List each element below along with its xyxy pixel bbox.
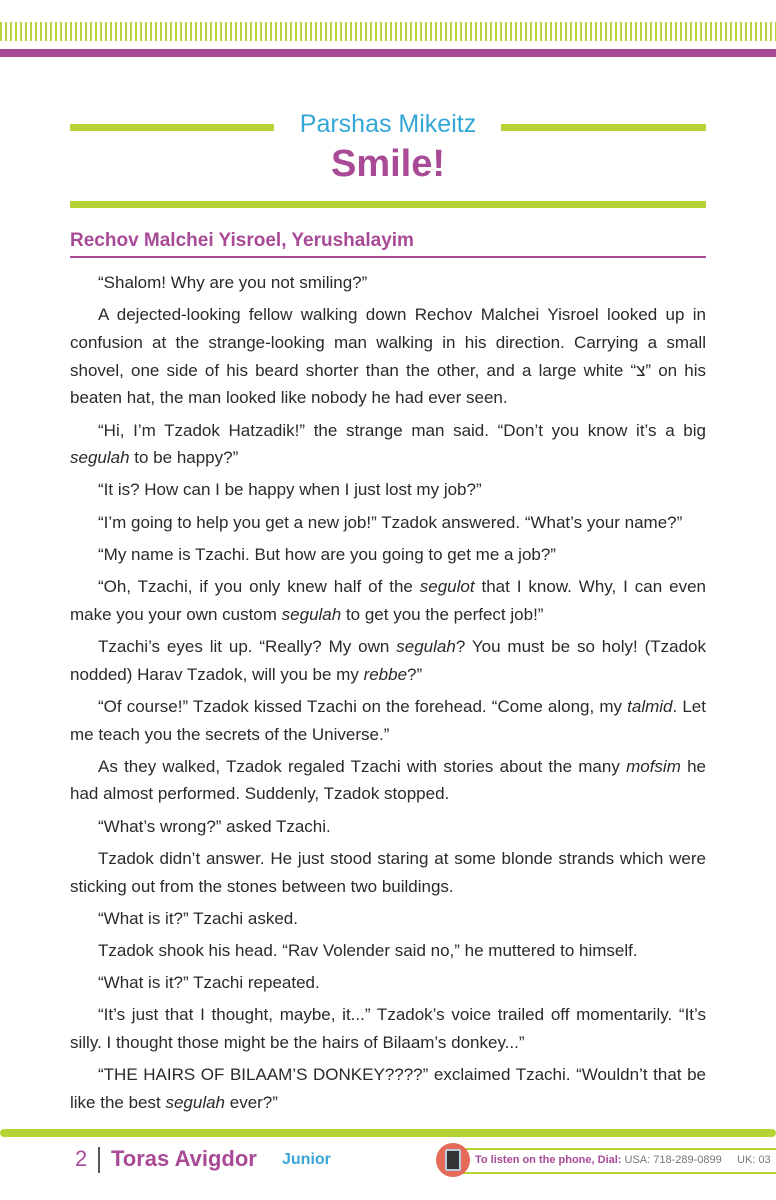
text-run: “Oh, Tzachi, if you only knew half of the <box>98 577 420 597</box>
top-purple-bar <box>0 49 776 57</box>
parsha-name: Parshas Mikeitz <box>299 110 477 138</box>
text-run: “I’m going to help you get a new job!” Tzadok answered. “What’s your name?” <box>98 512 683 532</box>
italic-term: segulah <box>281 604 342 624</box>
story-paragraph <box>70 476 706 504</box>
italic-term: segulot <box>419 577 475 597</box>
story-paragraph <box>70 301 706 412</box>
italic-term: segulah <box>396 636 456 656</box>
story-paragraph <box>70 1061 706 1116</box>
text-run: “What is it?” Tzachi asked. <box>98 908 298 928</box>
text-run: to be happy?” <box>129 448 239 468</box>
text-run: “Hi, I’m Tzadok Hatzadik!” the strange man said. “Don’t you know it’s a big <box>98 420 706 440</box>
phone-usa: USA: 718-289-0899 <box>624 1154 722 1166</box>
italic-term: segulah <box>165 1092 226 1112</box>
story-paragraph <box>70 905 706 933</box>
text-run: to get you the perfect job!” <box>341 604 544 624</box>
bottom-green-bar <box>0 1129 776 1137</box>
italic-term: rebbe <box>363 664 408 684</box>
text-run: “It’s just that I thought, maybe, it...” Tzadok’s voice trailed off momentarily. “It’s silly. I thought those might be the hairs of Bilaam’s donkey...” <box>70 1005 706 1053</box>
brand-logo-sub: Junior <box>282 1151 331 1168</box>
italic-term: mofsim <box>626 756 681 776</box>
text-run: “What’s wrong?” asked Tzachi. <box>98 816 331 836</box>
story-paragraph <box>70 573 706 628</box>
phone-info <box>475 1154 771 1166</box>
story-paragraph <box>70 541 706 569</box>
text-run: ever?” <box>225 1092 278 1112</box>
text-run: . Let me teach you the secrets of the Universe.” <box>70 696 706 744</box>
story-paragraph <box>70 969 706 997</box>
brand-logo: Toras Avigdor <box>111 1146 257 1171</box>
story-paragraph <box>70 509 706 537</box>
text-run: ? You must be so holy! (Tzadok nodded) Harav Tzadok, will you be my <box>70 636 706 684</box>
text-run: “Shalom! Why are you not smiling?” <box>98 273 368 292</box>
text-run: “Of course!” Tzadok kissed Tzachi on the forehead. “Come along, my <box>98 696 628 716</box>
location-underline <box>70 256 706 258</box>
title-rule-bottom <box>70 201 706 208</box>
text-run: that I know. Why, I can even make you your own custom <box>70 577 706 624</box>
text-run: Tzadok shook his head. “Rav Volender said no,” he muttered to himself. <box>98 940 638 960</box>
story-paragraph <box>70 417 706 472</box>
story-paragraph <box>70 813 706 841</box>
story-paragraph <box>70 1001 706 1056</box>
text-run: he had almost performed. Suddenly, Tzadok stopped. <box>70 756 706 804</box>
location-heading: Rechov Malchei Yisroel, Yerushalayim <box>70 230 414 251</box>
text-run: Tzachi’s eyes lit up. “Really? My own <box>98 636 397 656</box>
story-body <box>70 269 706 1121</box>
phone-label: To listen on the phone, Dial: <box>475 1154 622 1166</box>
story-paragraph <box>70 693 706 748</box>
page-number: 2 <box>75 1146 88 1171</box>
text-run: As they walked, Tzadok regaled Tzachi with stories about the many <box>98 756 627 776</box>
footer-separator <box>98 1147 100 1173</box>
story-title: Smile! <box>330 143 446 185</box>
text-run: ?” <box>407 664 423 684</box>
text-run: A dejected-looking fellow walking down Rechov Malchei Yisroel looked up in confusion at the strange-looking man walking in his direction. Carrying a small shovel, one side of his beard shorter than the other, and a large white “צ” on his beaten hat, the man looked like nobody he had ever seen. <box>70 305 707 408</box>
text-run: “My name is Tzachi. But how are you going to get me a job?” <box>98 544 556 564</box>
story-paragraph <box>70 269 706 297</box>
text-run: “It is? How can I be happy when I just lost my job?” <box>98 480 482 500</box>
italic-term: talmid <box>627 696 673 716</box>
story-paragraph <box>70 633 706 688</box>
story-paragraph <box>70 753 706 808</box>
text-run: “What is it?” Tzachi repeated. <box>98 973 320 993</box>
phone-icon <box>436 1143 470 1177</box>
text-run: Tzadok didn’t answer. He just stood staring at some blonde strands which were sticking out from the stones between two buildings. <box>70 848 706 896</box>
text-run: “THE HAIRS OF BILAAM’S DONKEY????” exclaimed Tzachi. “Wouldn’t that be like the best <box>70 1065 706 1112</box>
italic-term: segulah <box>70 448 130 468</box>
phone-uk: UK: 03 <box>737 1154 771 1166</box>
story-paragraph <box>70 937 706 965</box>
top-tick-border <box>0 22 776 41</box>
story-paragraph <box>70 845 706 900</box>
